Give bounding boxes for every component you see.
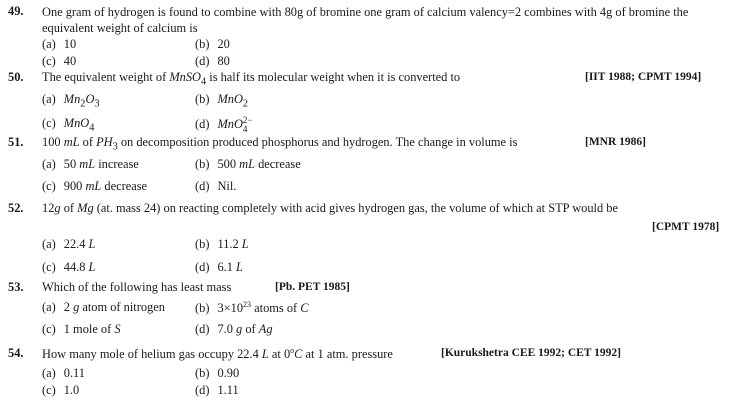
option-d: (d) MnO 2− 4 bbox=[195, 115, 253, 134]
question-stem: Which of the following has least mass bbox=[42, 280, 232, 294]
option-c: (c) 40 bbox=[42, 54, 77, 68]
question-stem: 12g of Mg (at. mass 24) on reacting completely with acid gives hydrogen gas, the volume of which at STP would be bbox=[42, 201, 618, 215]
source-reference: [Kurukshetra CEE 1992; CET 1992] bbox=[441, 347, 621, 359]
option-a: (a) 22.4 L bbox=[42, 237, 96, 251]
option-d: (d) 7.0 g of Ag bbox=[195, 322, 273, 336]
option-b: (b) 20 bbox=[195, 37, 230, 51]
option-a: (a) 0.11 bbox=[42, 366, 85, 380]
question-number: 49. bbox=[8, 4, 24, 18]
option-c: (c) 1.0 bbox=[42, 383, 80, 397]
question-stem: How many mole of helium gas occupy 22.4 L at 0$^o$C at 1 atm. pressure bbox=[42, 346, 393, 362]
option-d: (d) 6.1 L bbox=[195, 260, 243, 274]
option-c: (c) 44.8 L bbox=[42, 260, 96, 274]
source-reference: [Pb. PET 1985] bbox=[275, 281, 350, 293]
option-b: (b) 0.90 bbox=[195, 366, 240, 380]
option-c: (c) 900 mL decrease bbox=[42, 179, 148, 193]
option-c: (c) 1 mole of S bbox=[42, 322, 121, 336]
question-number: 51. bbox=[8, 135, 24, 149]
question-number: 54. bbox=[8, 346, 24, 360]
option-b: (b) $3\times 10^{23}$ atoms of C bbox=[195, 300, 309, 316]
option-b: (b) 11.2 L bbox=[195, 237, 249, 251]
question-number: 50. bbox=[8, 70, 24, 84]
source-reference: [IIT 1988; CPMT 1994] bbox=[585, 71, 702, 83]
option-d: (d) 1.11 bbox=[195, 383, 239, 397]
option-d: (d) 80 bbox=[195, 54, 230, 68]
source-reference: [CPMT 1978] bbox=[652, 221, 720, 233]
option-d: (d) Nil. bbox=[195, 179, 237, 193]
question-stem: One gram of hydrogen is found to combine with 80g of bromine one gram of calcium valency=2 combines with 4g of bromine the equivalent weight of calcium is bbox=[42, 5, 689, 35]
question-number: 53. bbox=[8, 280, 24, 294]
option-b: (b) 500 mL decrease bbox=[195, 157, 301, 171]
question-number: 52. bbox=[8, 201, 24, 215]
question-stem: The equivalent weight of MnSO$_4$ is half its molecular weight when it is converted to bbox=[42, 70, 461, 88]
option-c: (c) MnO$_4$ bbox=[42, 116, 95, 134]
question-stem: 100 mL of $PH_3$ on decomposition produced phosphorus and hydrogen. The change in volume is bbox=[42, 135, 518, 153]
option-a: (a) 2 g atom of nitrogen bbox=[42, 300, 165, 314]
source-reference: [MNR 1986] bbox=[585, 136, 646, 148]
option-a: (a) 50 mL increase bbox=[42, 157, 139, 171]
option-a: (a) 10 bbox=[42, 37, 77, 51]
option-b: (b) MnO$_2$ bbox=[195, 92, 249, 110]
option-a: (a) $Mn_2O_3$ bbox=[42, 92, 100, 110]
